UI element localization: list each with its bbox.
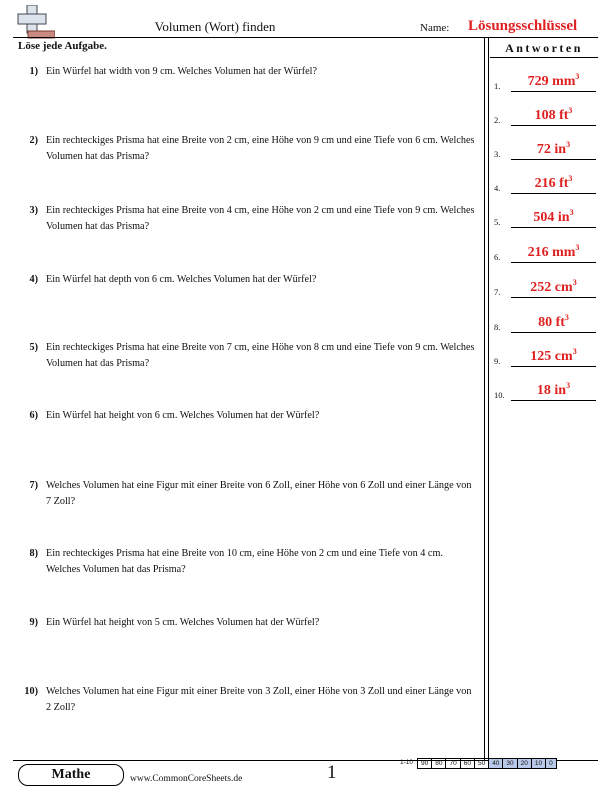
answer-item [494, 278, 598, 298]
score-cell: 20 [518, 758, 532, 769]
answer-number: 9. [494, 356, 501, 366]
answer-item [494, 347, 598, 367]
question-number: 1) [29, 66, 38, 77]
question-text: Ein rechteckiges Prisma hat eine Breite von 4 cm, eine Höhe von 2 cm und eine Tiefe von 9 cm. Welches Volumen hat das Prisma? [46, 205, 475, 232]
name-label: Name: [420, 22, 450, 34]
answer-value: 216 $ft^3$ [534, 174, 573, 191]
answer-item [494, 174, 598, 194]
answer-number: 7. [494, 287, 501, 297]
answer-line [511, 125, 596, 126]
question-text: Ein rechteckiges Prisma hat eine Breite von 2 cm, eine Höhe von 9 cm und eine Tiefe von 6 cm. Welches Volumen hat das Prisma? [46, 135, 475, 162]
score-cell: 80 [432, 758, 446, 769]
answer-number: 4. [494, 183, 501, 193]
answer-item [494, 243, 598, 263]
answer-line [511, 193, 596, 194]
answer-item [494, 381, 598, 401]
score-table [397, 758, 557, 769]
answer-line [511, 262, 596, 263]
question-text: Welches Volumen hat eine Figur mit einer Breite von 6 Zoll, einer Höhe von 6 Zoll und einer Länge von 7 Zoll? [46, 480, 472, 507]
site-url: www.CommonCoreSheets.de [130, 774, 243, 784]
score-cell: 30 [503, 758, 517, 769]
page-number: 1 [327, 762, 337, 783]
score-cell: 60 [461, 758, 475, 769]
answer-value: 729 $mm^3$ [527, 72, 580, 89]
question-text: Ein Würfel hat height von 6 cm. Welches Volumen hat der Würfel? [46, 410, 320, 421]
question-text: Ein Würfel hat depth von 6 cm. Welches Volumen hat der Würfel? [46, 274, 317, 285]
answer-line [511, 91, 596, 92]
answer-value: 108 $ft^3$ [534, 106, 573, 123]
question-number: 10) [24, 686, 38, 697]
question-number: 7) [29, 480, 38, 491]
answer-key-title: Lösungsschlüssel [468, 18, 578, 34]
answer-item [494, 72, 598, 92]
answer-value: 72 $in^3$ [536, 140, 571, 157]
question-number: 6) [29, 410, 38, 421]
question-number: 9) [29, 617, 38, 628]
answer-number: 2. [494, 115, 501, 125]
answer-number: 6. [494, 252, 501, 262]
answers-header: Antworten [505, 41, 583, 55]
score-cell: 90 [417, 758, 432, 769]
answer-line [511, 400, 596, 401]
answer-value: 252 $cm^3$ [530, 278, 577, 295]
question-text: Ein Würfel hat width von 9 cm. Welches Volumen hat der Würfel? [46, 66, 317, 77]
score-cell: 0 [546, 758, 557, 769]
answer-line [511, 366, 596, 367]
question-text: Ein rechteckiges Prisma hat eine Breite von 7 cm, eine Höhe von 8 cm und eine Tiefe von 9 cm. Welches Volumen hat das Prisma? [46, 342, 475, 369]
score-cell: 70 [446, 758, 460, 769]
answer-line [511, 227, 596, 228]
answer-number: 8. [494, 322, 501, 332]
score-cell: 40 [489, 758, 503, 769]
answer-item [494, 106, 598, 126]
question-number: 5) [29, 342, 38, 353]
answer-value: 216 $mm^3$ [527, 243, 580, 260]
answer-item [494, 313, 598, 333]
question-number: 3) [29, 205, 38, 216]
column-divider [484, 38, 485, 760]
instructions: Löse jede Aufgabe. [18, 40, 107, 52]
question-text: Ein rechteckiges Prisma hat eine Breite von 10 cm, eine Höhe von 2 cm und eine Tiefe von 4 cm. Welches Volumen hat das Prisma? [46, 548, 443, 575]
answer-value: 504 $in^3$ [533, 208, 574, 225]
header-divider [13, 37, 598, 38]
answer-line [511, 159, 596, 160]
answer-value: 18 $in^3$ [536, 381, 571, 398]
score-range: 1-10 [400, 759, 414, 766]
question-number: 2) [29, 135, 38, 146]
column-divider [488, 38, 489, 760]
answers-header-rule [490, 57, 598, 58]
question-number: 8) [29, 548, 38, 559]
score-cell: 10 [532, 758, 546, 769]
answer-number: 3. [494, 149, 501, 159]
answer-value: 125 $cm^3$ [530, 347, 577, 364]
question-text: Ein Würfel hat height von 5 cm. Welches Volumen hat der Würfel? [46, 617, 320, 628]
answer-item [494, 140, 598, 160]
answer-line [511, 297, 596, 298]
score-cell: 50 [475, 758, 489, 769]
answer-number: 5. [494, 217, 501, 227]
answer-item [494, 208, 598, 228]
answer-number: 1. [494, 81, 501, 91]
worksheet-title: Volumen (Wort) finden [154, 19, 276, 34]
question-text: Welches Volumen hat eine Figur mit einer Breite von 3 Zoll, einer Höhe von 3 Zoll und einer Länge von 2 Zoll? [46, 686, 472, 713]
brand-badge: Mathe [18, 764, 124, 786]
answer-value: 80 $ft^3$ [538, 313, 569, 330]
answer-number: 10. [494, 390, 505, 400]
answer-line [511, 332, 596, 333]
question-number: 4) [29, 274, 38, 285]
